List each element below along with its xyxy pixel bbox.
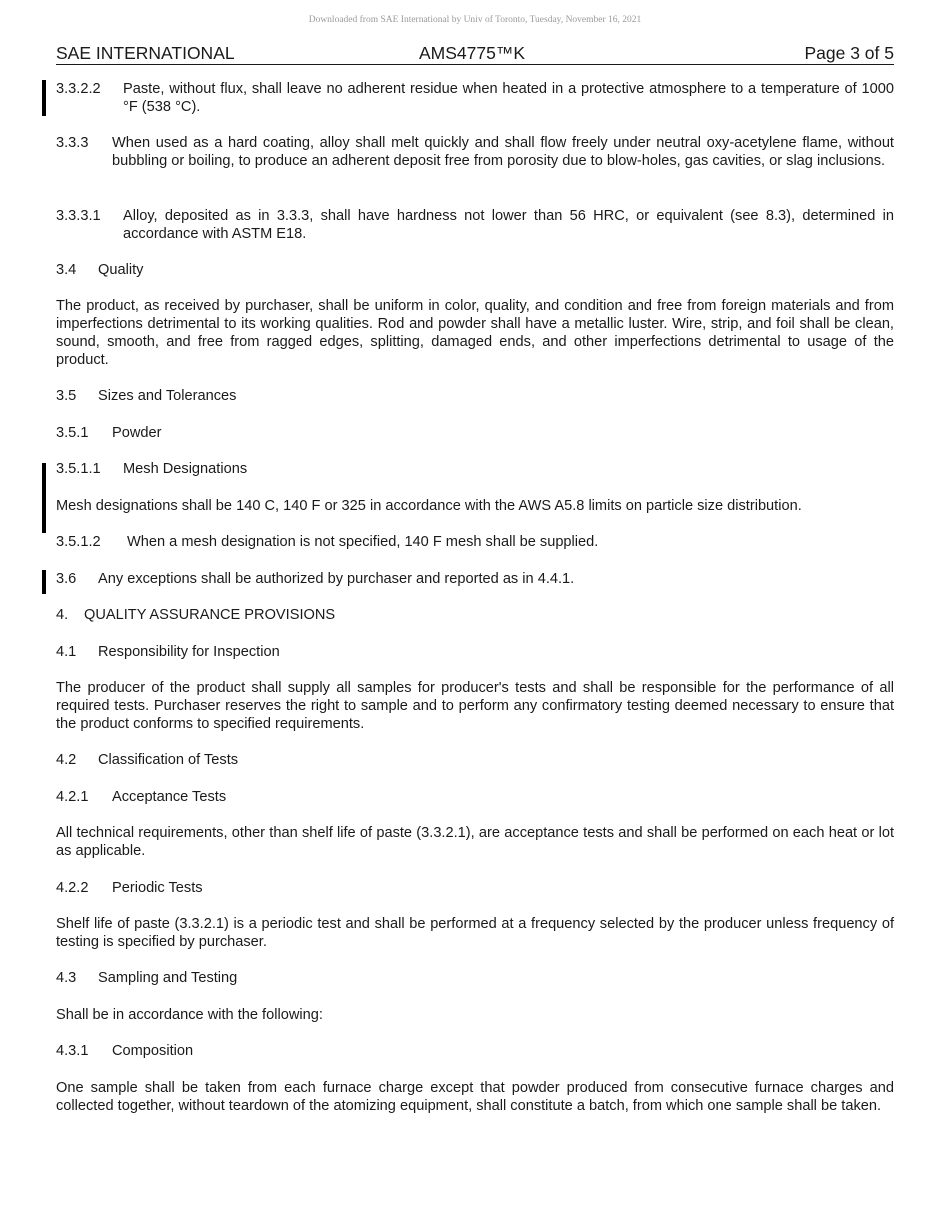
heading-4-3 [56,969,894,987]
heading-number: 4.1 [56,644,77,660]
heading-title: Composition [112,1043,194,1059]
clause-number: 3.3.3 [56,135,89,151]
clause-3-6 [56,570,894,588]
clause-3-3-3 [56,134,894,170]
heading-number: 4. [56,607,69,623]
heading-title: Sampling and Testing [98,970,238,986]
heading-number: 3.5.1 [56,425,89,441]
heading-title: Quality [98,262,144,278]
heading-title: Classification of Tests [98,752,239,768]
paragraph-sampling: Shall be in accordance with the following: [56,1007,323,1023]
clause-text: Paste, without flux, shall leave no adherent residue when heated in a protective atmosphere to a temperature of 1000 °F (538 °C). [123,81,894,115]
heading-title: Powder [112,425,162,441]
heading-number: 4.3.1 [56,1043,89,1059]
clause-3-3-2-2 [56,80,894,116]
heading-title: Acceptance Tests [112,789,227,805]
clause-text: When used as a hard coating, alloy shall melt quickly and shall flow freely under neutral oxy-acetylene flame, without bubbling or boiling, to produce an adherent deposit free from porosity due to blow-holes, gas cavities, or slag inclusions. [112,135,894,169]
heading-3-5-1 [56,424,894,442]
heading-4-2 [56,751,894,769]
heading-4-3-1 [56,1042,894,1060]
heading-title: Mesh Designations [123,461,248,477]
clause-text: When a mesh designation is not specified, 140 F mesh shall be supplied. [127,534,599,550]
clause-3-3-3-1 [56,207,894,243]
clause-3-5-1-2 [56,533,894,551]
paragraph-composition: One sample shall be taken from each furnace charge except that powder produced from consecutive furnace charges and collected together, without teardown of the atomizing equipment, shall constitute a batch, from which one sample shall be taken. [56,1080,894,1114]
clause-number: 3.6 [56,571,77,587]
paragraph-responsibility: The producer of the product shall supply all samples for producer's tests and shall be responsible for the performance of all required tests. Purchaser reserves the right to sample and to perform any confirmatory testing deemed necessary to ensure that the product conforms to specified requirements. [56,680,894,732]
heading-4-2-1 [56,788,894,806]
revision-bar [42,463,46,533]
heading-title: Sizes and Tolerances [98,388,237,404]
paragraph-periodic-tests: Shelf life of paste (3.3.2.1) is a periodic test and shall be performed at a frequency selected by the producer unless frequency of testing is specified by purchaser. [56,916,894,950]
header-page-number: Page 3 of 5 [804,43,894,63]
page-header [56,42,894,65]
heading-number: 3.4 [56,262,77,278]
heading-3-4 [56,261,894,279]
heading-4-2-2 [56,879,894,897]
heading-number: 4.2.1 [56,789,89,805]
header-document-id: AMS4775™K [419,43,526,63]
heading-number: 4.2 [56,752,77,768]
heading-4-1 [56,643,894,661]
clause-text: Any exceptions shall be authorized by purchaser and reported as in 4.4.1. [98,571,575,587]
heading-number: 3.5 [56,388,77,404]
heading-number: 4.2.2 [56,880,89,896]
heading-3-5-1-1 [56,460,894,478]
clause-number: 3.3.3.1 [56,208,101,224]
paragraph-mesh-designations: Mesh designations shall be 140 C, 140 F or 325 in accordance with the AWS A5.8 limits on particle size distribution. [56,498,802,514]
clause-text: Alloy, deposited as in 3.3.3, shall have hardness not lower than 56 HRC, or equivalent (see 8.3), determined in accordance with ASTM E18. [123,208,894,242]
heading-4 [56,606,894,624]
heading-title: Responsibility for Inspection [98,644,280,660]
heading-3-5 [56,387,894,405]
paragraph-quality: The product, as received by purchaser, shall be uniform in color, quality, and condition and free from foreign materials and from imperfections detrimental to its working qualities. Rod and powder shall have a metallic luster. Wire, strip, and foil shall be clean, sound, smooth, and free from ragged edges, splitting, damaged ends, and other imperfections detrimental to usage of the product. [56,298,894,368]
heading-number: 3.5.1.1 [56,461,101,477]
header-publisher: SAE INTERNATIONAL [56,43,235,63]
revision-bar [42,570,46,594]
paragraph-acceptance-tests: All technical requirements, other than shelf life of paste (3.3.2.1), are acceptance tests and shall be performed on each heat or lot as applicable. [56,825,894,859]
clause-number: 3.3.2.2 [56,81,101,97]
revision-bar [42,80,46,116]
heading-title: QUALITY ASSURANCE PROVISIONS [84,607,336,623]
heading-number: 4.3 [56,970,77,986]
clause-number: 3.5.1.2 [56,534,101,550]
download-banner: Downloaded from SAE International by Univ of Toronto, Tuesday, November 16, 2021 [308,15,642,25]
heading-title: Periodic Tests [112,880,203,896]
